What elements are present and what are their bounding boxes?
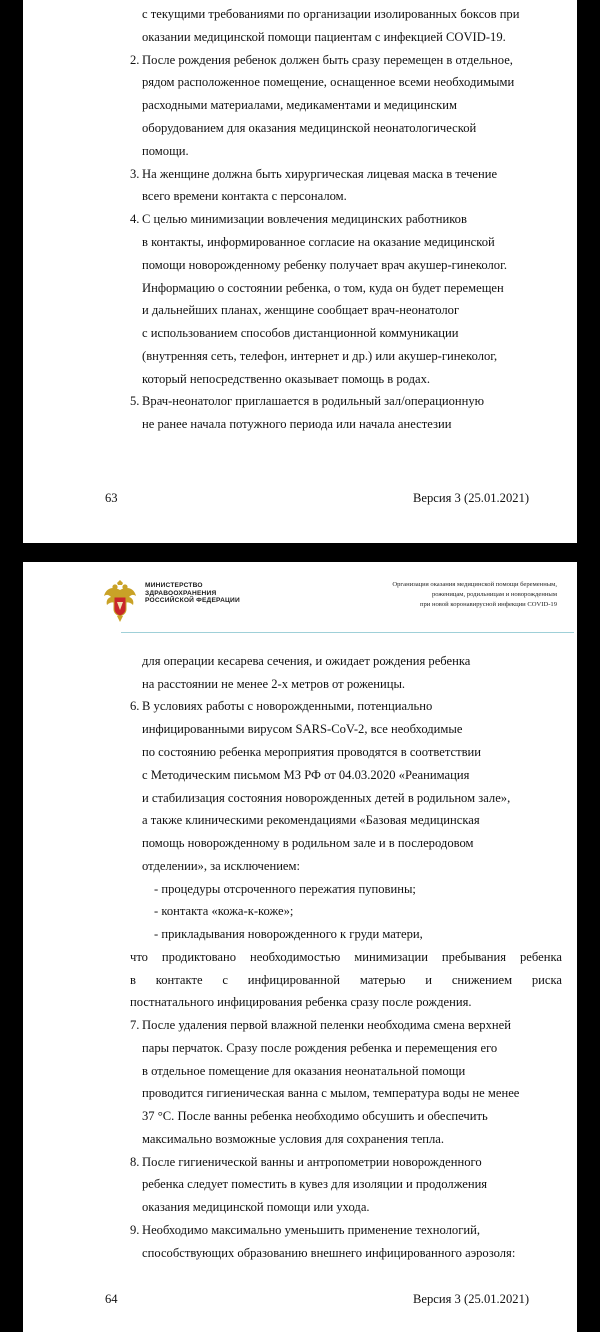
text-line: расходными материалами, медикаментами и медицинским bbox=[142, 98, 457, 112]
text-line: После удаления первой влажной пеленки необходима смена верхней bbox=[142, 1018, 511, 1032]
text-line: рядом расположенное помещение, оснащенное всеми необходимыми bbox=[142, 75, 515, 89]
justified-line: в контакте с инфицированной матерью и снижением риска bbox=[130, 973, 562, 987]
version-label: Версия 3 (25.01.2021) bbox=[413, 491, 530, 505]
text-line: помощи новорожденному ребенку получает врач акушер-гинеколог. bbox=[142, 258, 507, 272]
list-number: 4. bbox=[130, 212, 140, 226]
ministry-line: ЗДРАВООХРАНЕНИЯ bbox=[145, 589, 217, 597]
document-page-63 bbox=[23, 0, 577, 543]
list-number: 9. bbox=[130, 1223, 140, 1237]
text-line: Врач-неонатолог приглашается в родильный зал/операционную bbox=[142, 394, 485, 408]
title-line: Организация оказания медицинской помощи беременным, bbox=[392, 581, 557, 588]
text-line: с текущими требованиями по организации изолированных боксов при bbox=[142, 7, 520, 21]
ministry-name bbox=[145, 582, 240, 605]
text-line: максимально возможные условия для сохранения тепла. bbox=[142, 1132, 445, 1146]
text-line: всего времени контакта с персоналом. bbox=[142, 189, 347, 203]
document-title bbox=[392, 580, 557, 610]
text-line: в отдельное помещение для оказания неонатальной помощи bbox=[142, 1064, 466, 1078]
text-line: с использованием способов дистанционной коммуникации bbox=[142, 326, 459, 340]
text-line: инфицированными вирусом SARS-CoV-2, все необходимые bbox=[142, 722, 463, 736]
list-number: 2. bbox=[130, 53, 140, 67]
justified-line: постнатального инфицирования ребенка сразу после рождения. bbox=[130, 995, 472, 1009]
text-line: помощь новорожденному в родильном зале и в послеродовом bbox=[142, 836, 474, 850]
text-line: который непосредственно оказывает помощь в родах. bbox=[142, 372, 431, 386]
list-number: 6. bbox=[130, 699, 140, 713]
text-line: ребенка следует поместить в кувез для изоляции и продолжения bbox=[142, 1177, 488, 1191]
text-line: На женщине должна быть хирургическая лицевая маска в течение bbox=[142, 167, 498, 181]
version-label: Версия 3 (25.01.2021) bbox=[413, 1292, 530, 1306]
page-number: 63 bbox=[105, 491, 118, 505]
text-line: проводится гигиеническая ванна с мылом, температура воды не менее bbox=[142, 1086, 520, 1100]
text-line: в контакты, информированное согласие на оказание медицинской bbox=[142, 235, 495, 249]
text-line: с Методическим письмом МЗ РФ от 04.03.2020 «Реанимация bbox=[142, 768, 470, 782]
text-line: (внутренняя сеть, телефон, интернет и др.) или акушер-гинеколог, bbox=[142, 349, 498, 363]
text-line: на расстоянии не менее 2-х метров от роженицы. bbox=[142, 677, 406, 691]
justified-line: что продиктовано необходимостью минимизации пребывания ребенка bbox=[130, 950, 562, 964]
text-line: и дальнейших планах, женщине сообщает врач-неонатолог bbox=[142, 303, 460, 317]
text-line: пары перчаток. Сразу после рождения ребенка и перемещения его bbox=[142, 1041, 498, 1055]
text-line: помощи. bbox=[142, 144, 189, 158]
text-line: В условиях работы с новорожденными, потенциально bbox=[142, 699, 433, 713]
text-line: отделении», за исключением: bbox=[142, 859, 300, 873]
text-line: После рождения ребенок должен быть сразу перемещен в отдельное, bbox=[142, 53, 513, 67]
ministry-line: РОССИЙСКОЙ ФЕДЕРАЦИИ bbox=[145, 597, 240, 605]
title-line: роженицам, родильницам и новорожденным bbox=[431, 591, 557, 598]
text-line: для операции кесарева сечения, и ожидает рождения ребенка bbox=[142, 654, 471, 668]
ministry-emblem-icon bbox=[103, 580, 137, 622]
text-line: а также клиническими рекомендациями «Базовая медицинская bbox=[142, 813, 480, 827]
text-line: С целью минимизации вовлечения медицинских работников bbox=[142, 212, 467, 226]
text-line: и стабилизация состояния новорожденных детей в родильном зале», bbox=[142, 791, 511, 805]
text-line: по состоянию ребенка мероприятия проводятся в соответствии bbox=[142, 745, 481, 759]
list-number: 5. bbox=[130, 394, 140, 408]
ministry-line: МИНИСТЕРСТВО bbox=[145, 582, 203, 589]
document-page-64 bbox=[23, 562, 577, 1332]
text-line: После гигиенической ванны и антропометрии новорожденного bbox=[142, 1155, 482, 1169]
header-divider bbox=[121, 632, 574, 633]
title-line: при новой коронавирусной инфекции COVID-19 bbox=[419, 601, 557, 608]
text-line: оборудованием для оказания медицинской неонатологической bbox=[142, 121, 477, 135]
text-line: не ранее начала потужного периода или начала анестезии bbox=[142, 417, 452, 431]
text-line: оказания медицинской помощи или ухода. bbox=[142, 1200, 370, 1214]
text-line: 37 °С. После ванны ребенка необходимо обсушить и обеспечить bbox=[142, 1109, 488, 1123]
list-number: 3. bbox=[130, 167, 140, 181]
text-line: Информацию о состоянии ребенка, о том, куда он будет перемещен bbox=[142, 281, 504, 295]
text-line: оказании медицинской помощи пациентам с инфекцией COVID-19. bbox=[142, 30, 506, 44]
list-number: 8. bbox=[130, 1155, 140, 1169]
bullet-line: - прикладывания новорожденного к груди матери, bbox=[154, 927, 423, 941]
page-number: 64 bbox=[105, 1292, 118, 1306]
list-number: 7. bbox=[130, 1018, 140, 1032]
text-line: Необходимо максимально уменьшить применение технологий, bbox=[142, 1223, 480, 1237]
bullet-line: - процедуры отсроченного пережатия пуповины; bbox=[154, 882, 416, 896]
text-line: способствующих образованию внешнего инфицированного аэрозоля: bbox=[142, 1246, 516, 1260]
bullet-line: - контакта «кожа-к-коже»; bbox=[154, 904, 294, 918]
